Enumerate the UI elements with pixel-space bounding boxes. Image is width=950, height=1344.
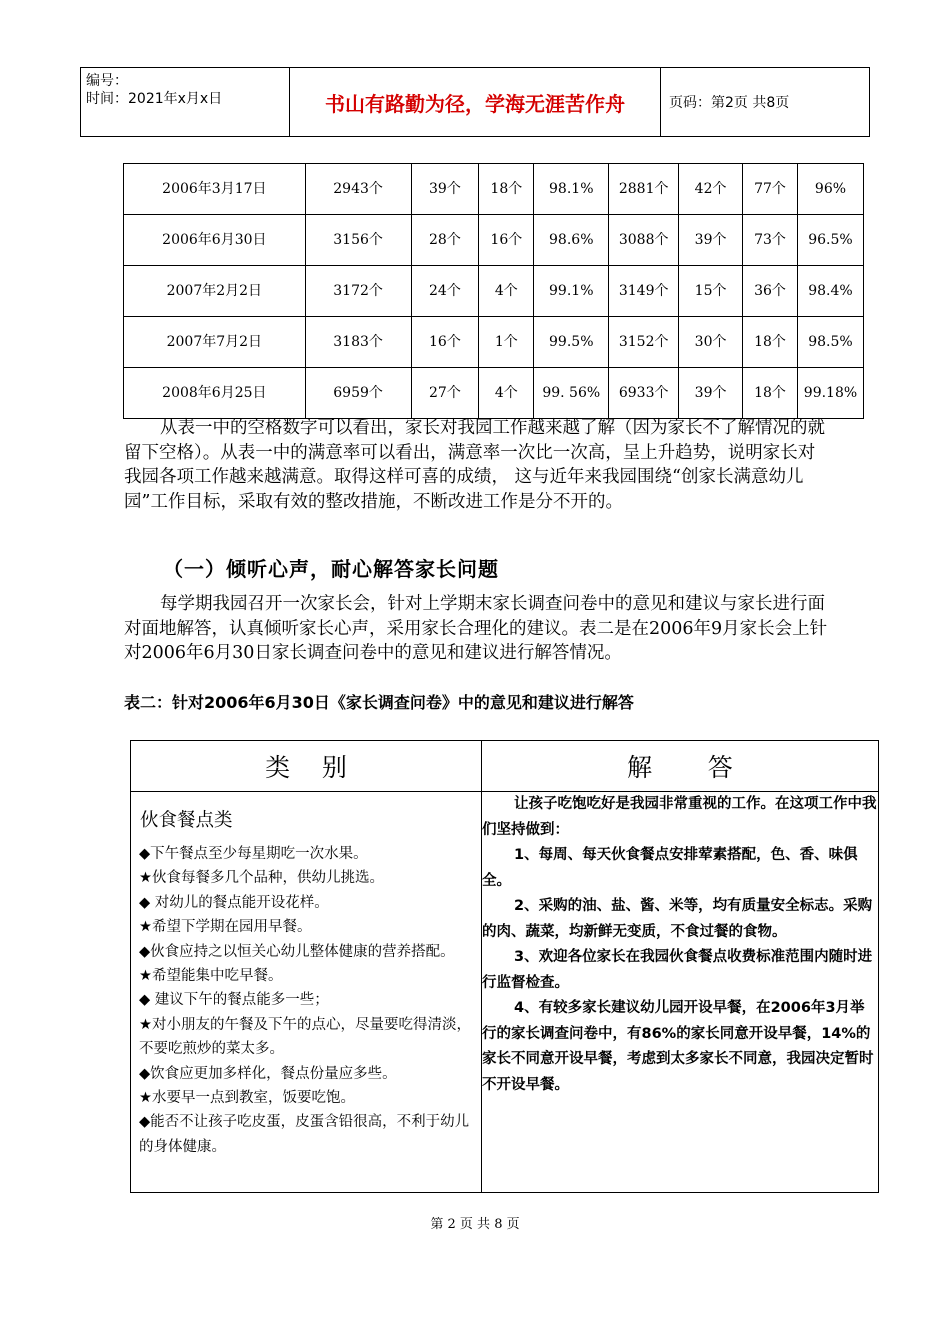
page-footer: 第 2 页 共 8 页 (430, 1217, 520, 1232)
doc-number-label: 编号： (86, 73, 128, 89)
answer-paragraph: 1、每周、每天伙食餐点安排荤素搭配，色、香、味俱全。 (482, 847, 858, 889)
answer-paragraph: 3、欢迎各位家长在我园伙食餐点收费标准范围内随时进行监督检查。 (482, 949, 873, 991)
table-cell: 1个 (479, 317, 534, 368)
survey-stats-table (123, 163, 864, 419)
suggestion-item: ◆伙食应持之以恒关心幼儿整体健康的营养搭配。 (139, 943, 455, 960)
answer-paragraph: 2、采购的油、盐、酱、米等，均有质量安全标志。采购的肉、蔬菜，均新鲜无变质，不食过餐的食物。 (482, 898, 873, 940)
table-cell: 99. 56% (534, 368, 609, 419)
header-motto: 书山有路勤为径，学海无涯苦作舟 (290, 68, 661, 137)
table-cell: 96.5% (797, 215, 863, 266)
table-cell: 3183个 (305, 317, 411, 368)
table-row (124, 317, 864, 368)
page-header (80, 67, 870, 137)
table-cell: 15个 (679, 266, 743, 317)
header-meta (81, 68, 290, 137)
section-heading: （一）倾听心声，耐心解答家长问题 (163, 557, 499, 581)
suggestion-item: ★希望能集中吃早餐。 (139, 968, 283, 985)
answer-paragraph: 4、有较多家长建议幼儿园开设早餐，在2006年3月举行的家长调查问卷中，有86%的家长同意开设早餐，14%的家长不同意开设早餐，考虑到太多家长不同意，我园决定暂时不开设早餐。 (482, 1000, 874, 1093)
table-cell: 77个 (743, 164, 798, 215)
table-cell: 2943个 (305, 164, 411, 215)
table-cell: 16个 (479, 215, 534, 266)
table-cell: 2006年3月17日 (124, 164, 306, 215)
table-cell: 6933个 (609, 368, 679, 419)
table-cell: 24个 (411, 266, 479, 317)
table-cell: 18个 (743, 368, 798, 419)
answer-header: 解 答 (482, 741, 879, 792)
suggestion-item: ★伙食每餐多几个品种，供幼儿挑选。 (139, 870, 384, 887)
table-cell: 2881个 (609, 164, 679, 215)
table-cell: 99.18% (797, 368, 863, 419)
table-cell: 28个 (411, 215, 479, 266)
doc-date-label: 时间：2021年x月x日 (86, 91, 223, 107)
table-cell: 39个 (679, 368, 743, 419)
table-cell: 98.4% (797, 266, 863, 317)
table-row (124, 215, 864, 266)
suggestion-item: ★希望下学期在园用早餐。 (139, 919, 312, 936)
table-row (124, 164, 864, 215)
table-cell: 98.5% (797, 317, 863, 368)
answer-list (482, 792, 878, 1098)
table-cell: 6959个 (305, 368, 411, 419)
table-cell: 36个 (743, 266, 798, 317)
table-cell: 73个 (743, 215, 798, 266)
table-cell: 2008年6月25日 (124, 368, 306, 419)
header-page-info: 页码：第2页 共8页 (661, 68, 870, 137)
suggestion-item: ◆ 对幼儿的餐点能开设花样。 (139, 894, 329, 911)
table-cell: 42个 (679, 164, 743, 215)
table-cell: 3149个 (609, 266, 679, 317)
table-cell: 4个 (479, 368, 534, 419)
table-cell: 16个 (411, 317, 479, 368)
table-cell: 39个 (411, 164, 479, 215)
meeting-paragraph: 每学期我园召开一次家长会，针对上学期末家长调查问卷中的意见和建议与家长进行面对面地解答，认真倾听家长心声，采用家长合理化的建议。表二是在2006年9月家长会上针对2006年6月30日家长调查问卷中的意见和建议进行解答情况。 (124, 594, 828, 663)
table-row (124, 266, 864, 317)
table2-caption: 表二：针对2006年6月30日《家长调查问卷》中的意见和建议进行解答 (124, 693, 634, 712)
category-header: 类 别 (131, 741, 482, 792)
table-cell: 98.6% (534, 215, 609, 266)
suggestion-item: ◆下午餐点至少每星期吃一次水果。 (139, 846, 368, 862)
table-cell: 99.5% (534, 317, 609, 368)
category-title: 伙食餐点类 (140, 810, 233, 831)
table-cell: 3172个 (305, 266, 411, 317)
table-cell: 18个 (479, 164, 534, 215)
category-cell (131, 792, 482, 1193)
analysis-paragraph: 从表一中的空格数字可以看出，家长对我园工作越来越了解（因为家长不了解情况的就留下空格）。从表一中的满意率可以看出，满意率一次比一次高，呈上升趋势，说明家长对我园各项工作越来越满意。取得这样可喜的成绩， 这与近年来我园围绕“创家长满意幼儿园”工作目标，采取有效的整改措施，不断改进工作是分不开的。 (124, 418, 825, 512)
table-cell: 3152个 (609, 317, 679, 368)
suggestion-list (131, 842, 481, 1159)
feedback-answer-table (130, 740, 879, 1193)
table-cell: 96% (797, 164, 863, 215)
suggestion-item: ★水要早一点到教室，饭要吃饱。 (139, 1090, 355, 1107)
table-cell: 30个 (679, 317, 743, 368)
table-cell: 4个 (479, 266, 534, 317)
table-cell: 39个 (679, 215, 743, 266)
table-cell: 27个 (411, 368, 479, 419)
table-cell: 99.1% (534, 266, 609, 317)
suggestion-item: ◆饮食应更加多样化，餐点份量应多些。 (139, 1065, 397, 1082)
table-cell: 2007年2月2日 (124, 266, 306, 317)
answer-paragraph: 让孩子吃饱吃好是我园非常重视的工作。在这项工作中我们坚持做到： (482, 796, 877, 838)
table-cell: 98.1% (534, 164, 609, 215)
table-row (124, 368, 864, 419)
table-cell: 18个 (743, 317, 798, 368)
answer-cell (482, 792, 879, 1193)
table-cell: 3088个 (609, 215, 679, 266)
suggestion-item: ★对小朋友的午餐及下午的点心，尽量要吃得清淡，不要吃煎炒的菜太多。 (139, 1016, 471, 1058)
table-cell: 2006年6月30日 (124, 215, 306, 266)
suggestion-item: ◆ 建议下午的餐点能多一些； (139, 992, 329, 1009)
table-cell: 3156个 (305, 215, 411, 266)
table-cell: 2007年7月2日 (124, 317, 306, 368)
suggestion-item: ◆能否不让孩子吃皮蛋，皮蛋含铅很高，不利于幼儿的身体健康。 (139, 1114, 470, 1155)
